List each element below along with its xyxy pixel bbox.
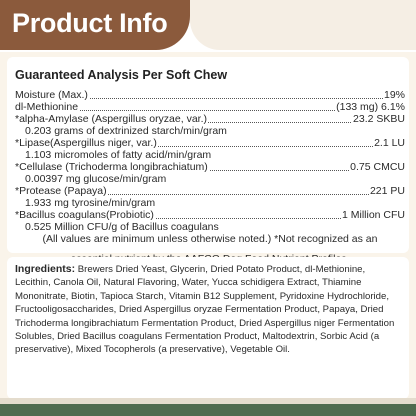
analysis-row-lipase	[15, 137, 405, 149]
header-bar	[0, 0, 416, 52]
nutrient-detail: 1.933 mg tyrosine/min/gram	[25, 197, 156, 209]
title-tab	[0, 0, 190, 50]
ingredients-label: Ingredients:	[15, 263, 76, 275]
ingredients-list: Brewers Dried Yeast, Glycerin, Dried Potato Product, dl-Methionine, Lecithin, Canola Oil, Natural Flavoring, Water, Yucca schidigera Extract, Thiamine Mononitrate, Biotin, Tapioca Starch, Vitamin B12 Supplement, Pyridoxine Hydrochloride, Fructooligosaccharides, Dried Aspergillus oryzae Fermentation Product, Papaya, Dried Trichoderma longibrachiatum Fermentation Product, Dried Aspergillus niger Fermentation Solubles, Dried Bacillus coagulans Fermentation Product, Maltodextrin, Sorbic Acid (a preservative), Mixed Tocopherols (a preservative), Vegetable Oil.	[15, 264, 395, 356]
analysis-row-protease	[15, 185, 405, 197]
analysis-row-cellulase	[15, 161, 405, 173]
nutrient-value: 0.75 CMCU	[350, 161, 405, 173]
nutrient-detail: 0.00397 mg glucose/min/gram	[25, 173, 167, 185]
nutrient-value: (133 mg) 6.1%	[336, 101, 405, 113]
nutrient-value: 221 PU	[369, 185, 405, 197]
analysis-heading: Guaranteed Analysis Per Soft Chew	[15, 68, 228, 82]
nutrient-value: 1 Million CFU	[341, 209, 405, 221]
nutrient-name: *Lipase(Aspergillus niger, var.)	[15, 137, 157, 149]
nutrient-name: *Cellulase (Trichoderma longibrachiatum)	[15, 161, 208, 173]
nutrient-name: *Bacillus coagulans(Probiotic)	[15, 209, 154, 221]
content-panel	[0, 52, 416, 416]
footer-band	[0, 404, 416, 416]
header-decoration	[190, 0, 416, 50]
analysis-row-bacillus	[15, 209, 405, 221]
nutrient-detail: 1.103 micromoles of fatty acid/min/gram	[25, 149, 212, 161]
analysis-row-methionine	[15, 101, 405, 113]
ingredients-card	[7, 257, 409, 399]
nutrient-name: *Protease (Papaya)	[15, 185, 107, 197]
analysis-note-line-1: (All values are minimum unless otherwise noted.) *Not recognized as an	[42, 233, 378, 245]
analysis-row-amylase	[15, 113, 405, 125]
nutrient-detail: 0.203 grams of dextrinized starch/min/gram	[25, 125, 227, 137]
nutrient-value: 19%	[383, 89, 405, 101]
nutrient-name: dl-Methionine	[15, 101, 79, 113]
analysis-row-moisture	[15, 89, 405, 101]
nutrient-value: 2.1 LU	[374, 137, 405, 149]
nutrient-value: 23.2 SKBU	[353, 113, 405, 125]
nutrient-detail: 0.525 Million CFU/g of Bacillus coagulans	[25, 221, 219, 233]
analysis-card	[7, 57, 409, 253]
page-title: Product Info	[12, 8, 168, 38]
nutrient-name: *alpha-Amylase (Aspergillus oryzae, var.)	[15, 113, 207, 125]
ingredients-paragraph	[15, 263, 403, 357]
nutrient-name: Moisture (Max.)	[15, 89, 88, 101]
